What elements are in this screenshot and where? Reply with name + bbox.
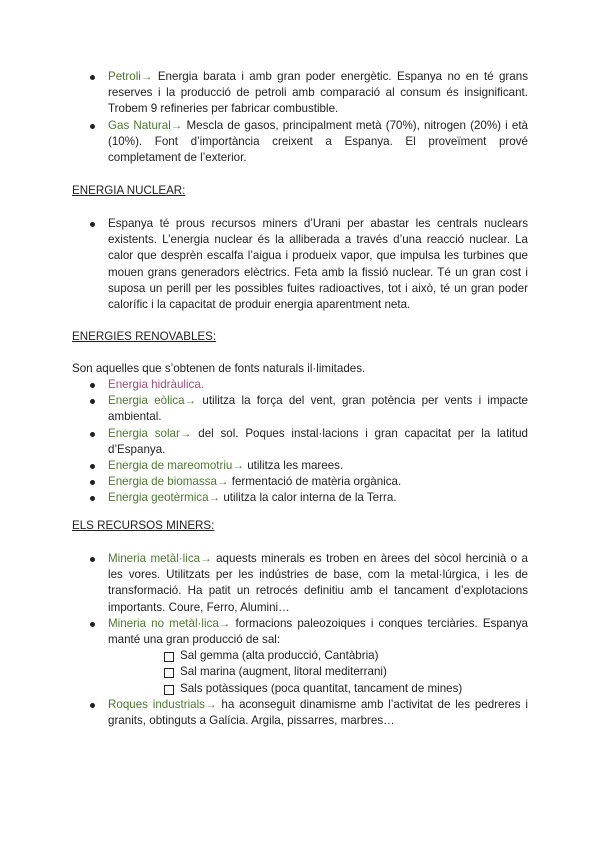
energy-list-top [72,69,528,166]
item-text: utilitza la força del vent, gran potència per vents i impacte ambiental. [108,394,529,424]
list-item: Espanya té prous recursos miners d’Urani per abastar les centrals nuclears existents. L’energia nuclear és la alliberada a través d’una reacció nuclear. La calor que desprèn escalfa l’aigua i produeix vapor, que impulsa les turbines que mouen grans generadors elèctrics. Feta amb la fissió nuclear. Té un gran cost i suposa un perill per les possibles fuites radioactives, tot i això, té un gran poder calorífic i la capacitat de produir energia aparentment neta. [72,216,528,313]
term-roques-industrials: Roques industrials→ [108,697,217,711]
heading-energia-nuclear: ENERGIA NUCLEAR: [72,184,186,197]
list-item [72,377,528,393]
list-item [72,458,528,474]
heading-energies-renovables: ENERGIES RENOVABLES: [72,330,217,343]
item-text: fermentació de matèria orgànica. [228,475,402,489]
term-biomassa: Energia de biomassa→ [108,475,229,489]
item-text: aquests minerals es troben en àrees del sòcol hercinià o a les vores. Utilitzats per les indústries de base, com la metal·lúrgica, i les de transformació. Ha patit un retrocés definitiu amb el tancament d’explotacions importants. Coure, Ferro, Alumini… [108,552,529,614]
list-item [72,426,528,458]
item-text: ha aconseguit dinamisme amb l’activitat de les pedreres i granits, obtinguts a Galícia. Argila, pissarres, marbres… [108,697,528,728]
term-mineria-no-metallica: Mineria no metàl·lica→ [108,616,231,630]
list-item [72,616,528,697]
item-text: del sol. Poques instal·lacions i gran capacitat per la latitud d’Espanya. [108,426,528,456]
list-item [72,697,528,729]
term-solar: Energia solar→ [108,426,192,440]
item-text: utilitza les marees. [243,459,344,473]
sal-sublist [108,648,528,697]
list-item [72,118,528,167]
item-text: Mescla de gasos, principalment metà (70%), nitrogen (20%) i età (10%). Font d’importància creixent a Espanya. El proveïment prové completament de l’exterior. [108,118,528,165]
term-mineria-metallica: Mineria metàl·lica→ [108,552,212,565]
checkbox-item: Sal marina (augment, litoral mediterrani) [108,664,528,680]
list-item [72,490,528,506]
renovables-intro: Son aquelles que s’obtenen de fonts naturals il·limitades. [72,362,366,375]
list-item [72,69,528,118]
list-item [72,393,528,425]
list-item [72,474,528,490]
item-text: utilitza la calor interna de la Terra. [220,491,397,505]
item-text: formacions paleozoiques i conques terciàries. Espanya manté una gran producció de sal: [108,616,528,647]
heading-recursos-miners: ELS RECURSOS MINERS: [72,519,215,532]
term-gas-natural: Gas Natural→ [108,118,183,132]
term-mareomotriu: Energia de mareomotriu→ [108,459,244,473]
term-eolica: Energia eòlica→ [108,394,197,408]
miners-list [72,551,528,729]
term-geotermica: Energia geotèrmica→ [108,491,221,505]
checkbox-item: Sal gemma (alta producció, Cantàbria) [108,648,528,664]
term-hidraulica: Energia hidràulica. [108,378,205,391]
item-text: Energia barata i amb gran poder energètic. Espanya no en té grans reserves i la producció de petroli amb comparació al consum és insignificant. Trobem 9 refineries per fabricar combustible. [108,70,528,116]
nuclear-list [72,216,528,313]
checkbox-item: Sals potàssiques (poca quantitat, tancament de mines) [108,681,528,697]
renovables-list [72,377,528,507]
list-item [72,551,528,616]
term-petroli: Petroli→ [108,70,153,83]
